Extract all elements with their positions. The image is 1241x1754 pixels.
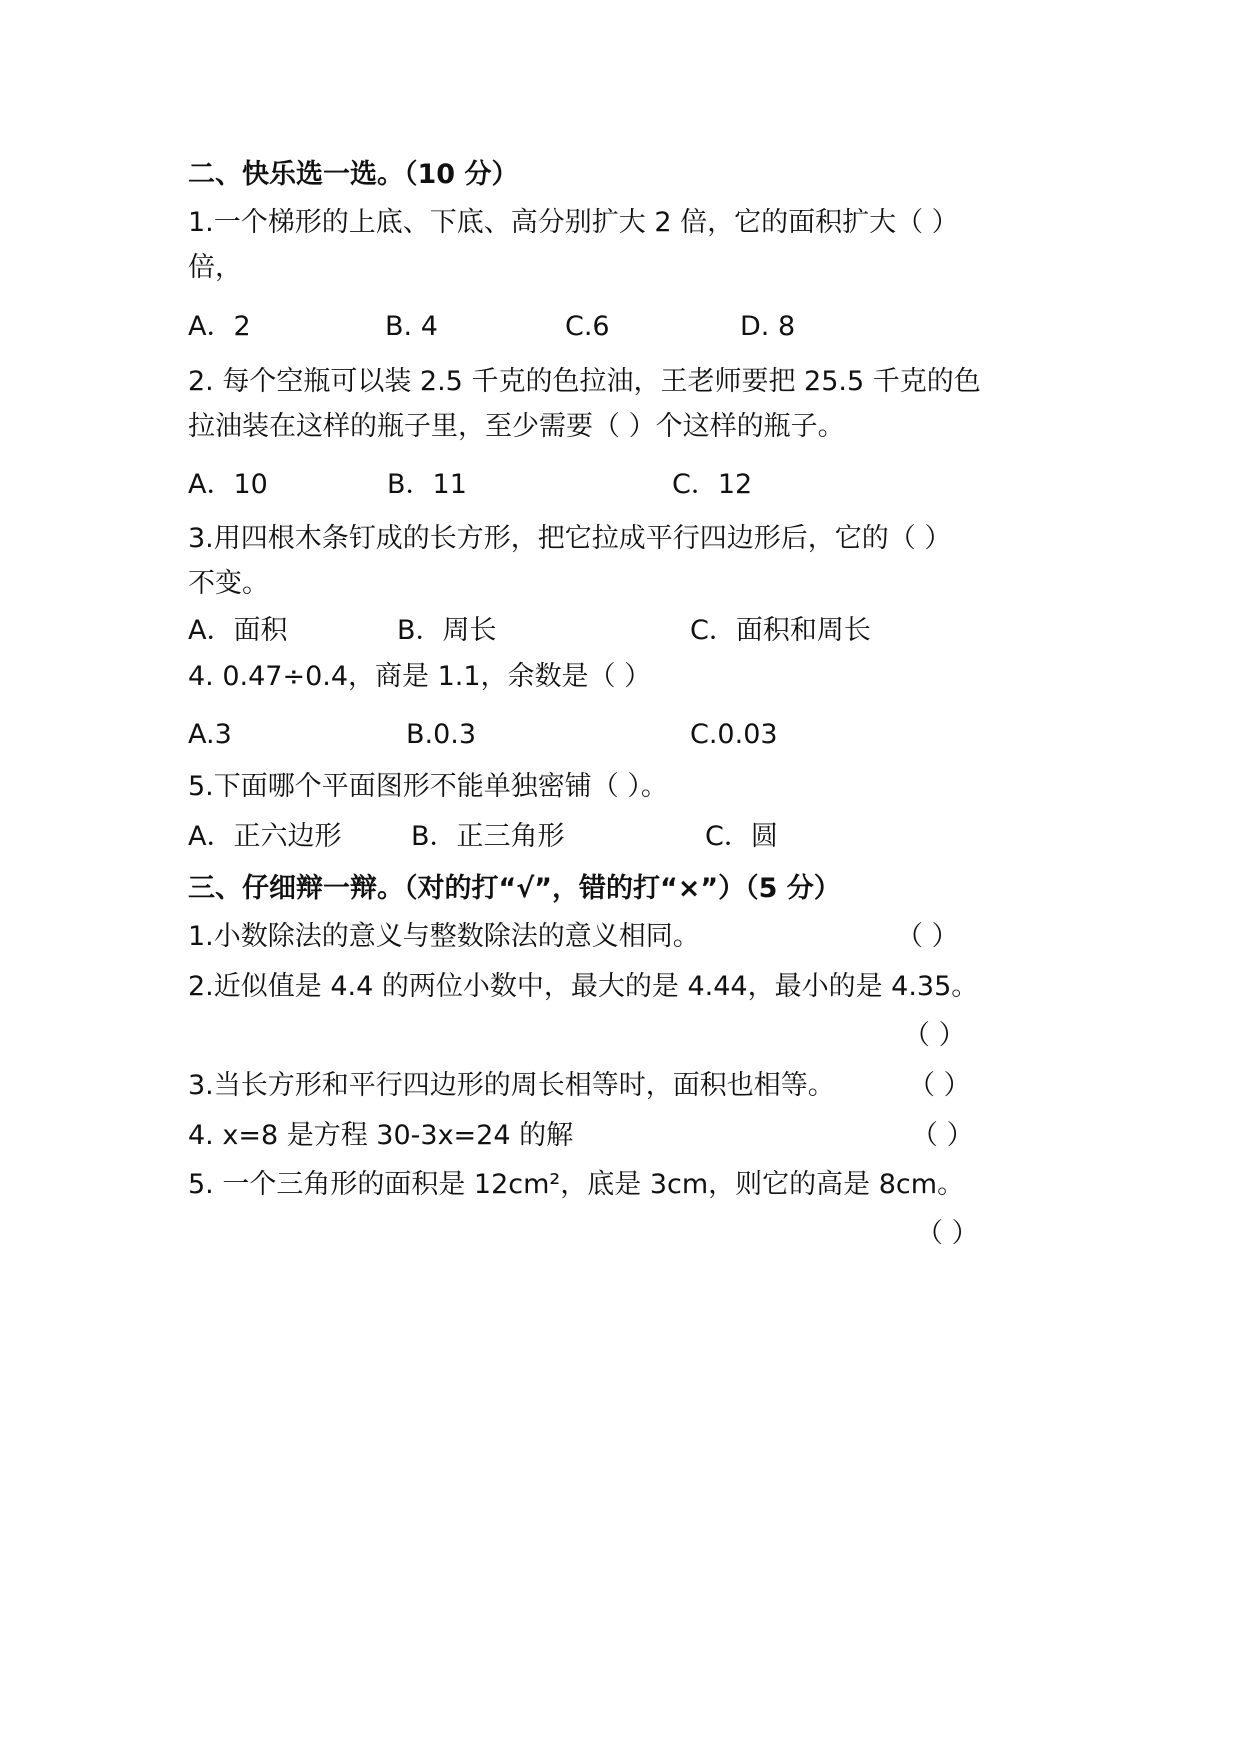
q2-option-c: C．12 [672, 469, 753, 500]
q3-option-a: A．面积 [188, 615, 288, 646]
q4-option-b: B.0.3 [406, 719, 477, 750]
judge-item-3-blank: （ ） [908, 1070, 971, 1101]
q5-line1: 5.下面哪个平面图形不能单独密铺（ ）。 [188, 771, 668, 802]
judge-item-2-blank: （ ） [903, 1020, 966, 1051]
judge-item-5-blank: （ ） [916, 1218, 979, 1249]
q2-option-a: A．10 [188, 469, 268, 500]
judge-item-1-blank: （ ） [896, 921, 959, 952]
q1-option-d: D. 8 [740, 311, 796, 342]
judge-item-4-text: 4. x=8 是方程 30-3x=24 的解 [188, 1120, 574, 1151]
section2-heading: 二、快乐选一选。（10 分） [188, 159, 519, 190]
q3-option-b: B．周长 [397, 615, 497, 646]
judge-item-4-blank: （ ） [911, 1120, 974, 1151]
q1-option-b: B. 4 [385, 311, 438, 342]
q1-line2: 倍， [188, 252, 242, 283]
q2-line2: 拉油装在这样的瓶子里，至少需要（ ）个这样的瓶子。 [188, 411, 845, 442]
judge-item-2-text: 2.近似值是 4.4 的两位小数中，最大的是 4.44，最小的是 4.35。 [188, 971, 979, 1002]
section3-heading: 三、仔细辩一辩。（对的打“√”，错的打“×”）（5 分） [188, 873, 841, 904]
q5-option-c: C．圆 [705, 821, 778, 852]
q3-option-c: C．面积和周长 [690, 615, 871, 646]
judge-item-1-text: 1.小数除法的意义与整数除法的意义相同。 [188, 921, 700, 952]
judge-item-3-text: 3.当长方形和平行四边形的周长相等时，面积也相等。 [188, 1070, 835, 1101]
q1-line1: 1.一个梯形的上底、下底、高分别扩大 2 倍，它的面积扩大（ ） [188, 207, 959, 238]
q1-option-c: C.6 [565, 311, 610, 342]
q2-line1: 2. 每个空瓶可以装 2.5 千克的色拉油，王老师要把 25.5 千克的色 [188, 366, 981, 397]
q3-line2: 不变。 [188, 568, 269, 599]
q4-option-c: C.0.03 [690, 719, 778, 750]
judge-item-5-text: 5. 一个三角形的面积是 12cm²，底是 3cm，则它的高是 8cm。 [188, 1169, 965, 1200]
q4-option-a: A.3 [188, 719, 232, 750]
q5-option-b: B．正三角形 [411, 821, 565, 852]
q1-option-a: A．2 [188, 311, 251, 342]
q2-option-b: B．11 [387, 469, 467, 500]
q4-line1: 4. 0.47÷0.4，商是 1.1，余数是（ ） [188, 661, 652, 692]
q5-option-a: A．正六边形 [188, 821, 342, 852]
q3-line1: 3.用四根木条钉成的长方形，把它拉成平行四边形后，它的（ ） [188, 523, 952, 554]
